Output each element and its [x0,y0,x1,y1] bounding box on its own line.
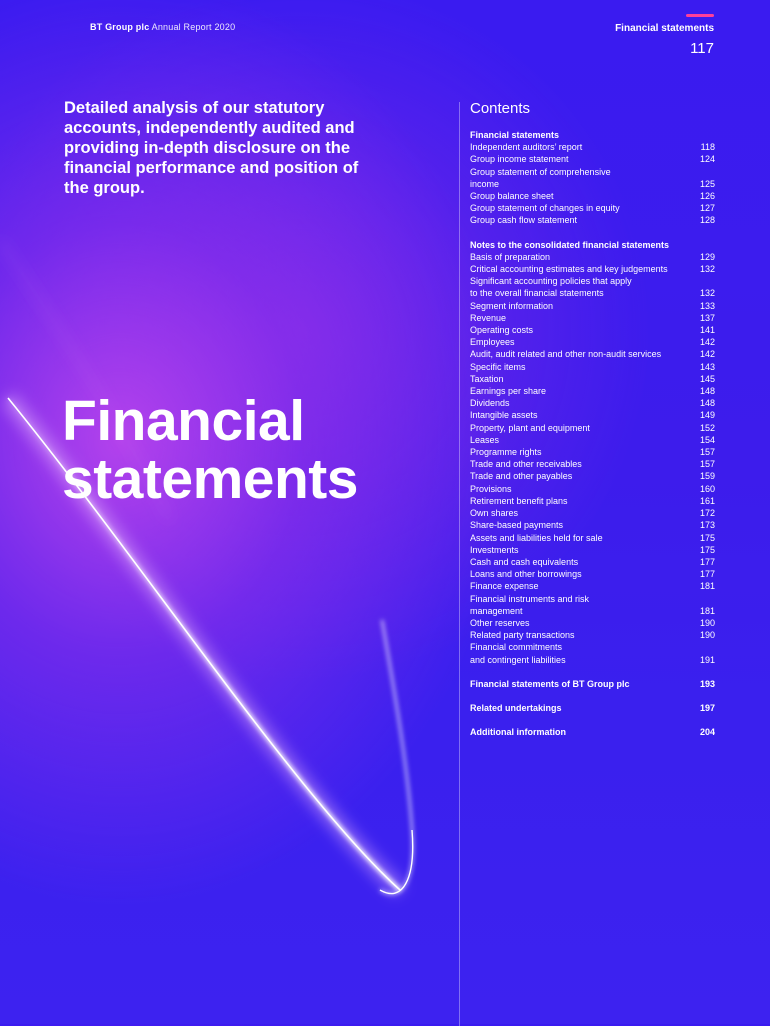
entry-page-number: 197 [699,702,715,713]
contents-entry[interactable] [470,641,715,653]
contents-entry[interactable] [470,568,715,580]
entry-label: Segment information [470,300,554,311]
section-header [615,14,714,57]
contents-entry[interactable] [470,275,715,287]
entry-page-number: 157 [699,447,715,458]
contents-list [470,100,715,738]
entry-page-number: 148 [699,398,715,409]
accent-bar [686,14,714,17]
entry-page-number: 204 [699,727,715,738]
contents-entry[interactable] [470,617,715,629]
entry-label: Operating costs [470,325,534,336]
contents-entry[interactable] [470,385,715,397]
entry-page-number [694,166,715,178]
entry-page-number: 157 [699,459,715,470]
entry-page-number: 141 [699,325,715,336]
entry-page-number: 118 [700,142,715,153]
entry-label: Financial statements of BT Group plc [470,678,630,689]
entry-page-number: 159 [699,471,715,482]
entry-page-number: 175 [699,532,715,543]
contents-entry[interactable] [470,519,715,531]
entry-label: Group statement of changes in equity [470,203,620,214]
entry-label: income [470,178,500,189]
entry-page-number: 160 [699,483,715,494]
contents-entry[interactable] [470,726,715,738]
intro-text: Detailed analysis of our statutory accounts, independently audited and providing in-depth disclosure on the financial performance and position of the group. [64,99,359,197]
entry-label: Related undertakings [470,702,562,713]
entry-page-number: 142 [699,349,715,360]
entry-label: Other reserves [470,617,530,628]
contents-entry[interactable] [470,214,715,226]
entry-page-number: 125 [699,178,715,189]
entry-page-number: 190 [699,617,715,628]
entry-label: Group balance sheet [470,191,554,202]
entry-label: Intangible assets [470,410,538,421]
entry-label: Basis of preparation [470,251,551,262]
contents-entry[interactable] [470,166,715,178]
contents-entry[interactable] [470,361,715,373]
entry-label: Financial commitments [470,642,563,653]
entry-label: Group cash flow statement [470,215,578,226]
entry-label: Trade and other payables [470,471,573,482]
page-number: 117 [690,40,714,57]
entry-label: Finance expense [470,581,539,592]
entry-page-number: 129 [699,251,715,262]
entry-page-number: 191 [699,654,715,665]
contents-entry[interactable] [470,409,715,421]
contents-entry[interactable] [470,422,715,434]
contents-entry[interactable] [470,702,715,714]
contents-heading: Contents [470,100,531,117]
contents-entry[interactable] [470,678,715,690]
entry-page-number: 181 [699,605,715,616]
financial-statements-heading[interactable]: Financial statements [470,130,560,140]
contents-entry[interactable] [470,202,715,214]
entry-label: Revenue [470,312,507,323]
entry-label: Group income statement [470,154,569,165]
entry-label: Loans and other borrowings [470,569,582,580]
contents-entry[interactable] [470,556,715,568]
contents-entry[interactable] [470,312,715,324]
entry-page-number [694,275,715,287]
entry-label: management [470,605,523,616]
entry-page-number: 143 [699,361,715,372]
entry-page-number: 132 [699,288,715,299]
contents-entry[interactable] [470,544,715,556]
entry-page-number: 137 [699,312,715,323]
contents-entry[interactable] [470,458,715,470]
entry-label: Independent auditors’ report [470,142,583,153]
contents-entry[interactable] [470,434,715,446]
entry-label: Financial instruments and risk [470,593,590,604]
entry-page-number: 154 [699,434,715,445]
entry-label: Investments [470,544,519,555]
entry-label: Leases [470,434,500,445]
entry-page-number: 145 [699,373,715,384]
column-divider [459,102,460,1026]
entry-label: Retirement benefit plans [470,495,568,506]
entry-label: Group statement of comprehensive [470,166,611,177]
entry-label: Critical accounting estimates and key judgements [470,264,668,275]
contents-entry[interactable] [470,190,715,202]
contents-entry[interactable] [470,300,715,312]
entry-page-number: 177 [699,569,715,580]
contents-entry[interactable] [470,593,715,605]
contents-entry[interactable] [470,397,715,409]
entry-page-number: 132 [699,264,715,275]
notes-heading[interactable]: Notes to the consolidated financial statements [470,239,670,250]
entry-page-number: 193 [699,678,715,689]
entry-label: Property, plant and equipment [470,422,590,433]
entry-page-number: 175 [699,544,715,555]
contents-entry[interactable] [470,507,715,519]
entry-page-number: 148 [699,386,715,397]
entry-label: Dividends [470,398,510,409]
entry-label: Employees [470,337,515,348]
entry-page-number: 181 [699,581,715,592]
entry-page-number [694,593,715,605]
entry-label: Cash and cash equivalents [470,556,579,567]
company-name: BT Group plc [90,22,150,32]
contents-entry[interactable] [470,263,715,275]
entry-page-number: 190 [699,630,715,641]
entry-page-number: 177 [699,556,715,567]
entry-page-number: 133 [699,300,715,311]
contents-entry[interactable] [470,483,715,495]
contents-entry[interactable] [470,470,715,482]
entry-page-number [694,641,715,653]
report-name: Annual Report 2020 [151,22,236,32]
entry-page-number: 173 [699,520,715,531]
contents-entry[interactable] [470,373,715,385]
entry-page-number: 124 [699,154,715,165]
entry-label: Audit, audit related and other non-audit services [470,349,662,360]
entry-label: Related party transactions [470,630,575,641]
contents-entry[interactable] [470,141,715,153]
entry-page-number: 127 [699,203,715,214]
contents-entry[interactable] [470,348,715,360]
contents-entry[interactable] [470,178,715,190]
other-sections [470,666,715,739]
entry-label: Specific items [470,361,526,372]
contents-entry[interactable] [470,580,715,592]
notes-items [470,251,715,666]
financial-statements-items [470,141,715,226]
entry-label: to the overall financial statements [470,288,604,299]
entry-label: Own shares [470,508,519,519]
entry-label: Trade and other receivables [470,459,582,470]
entry-page-number: 126 [699,191,715,202]
entry-label: Programme rights [470,447,542,458]
contents-entry[interactable] [470,251,715,263]
title-line-2: statements [62,447,358,511]
contents-entry[interactable] [470,532,715,544]
entry-page-number: 172 [699,508,715,519]
contents-entry[interactable] [470,446,715,458]
contents-entry[interactable] [470,287,715,299]
entry-page-number: 149 [699,410,715,421]
entry-label: and contingent liabilities [470,654,566,665]
entry-label: Significant accounting policies that apply [470,276,632,287]
page-title [62,389,358,511]
contents-entry[interactable] [470,605,715,617]
entry-page-number: 142 [699,337,715,348]
entry-page-number: 161 [699,495,715,506]
title-line-1: Financial [62,389,305,453]
contents-entry[interactable] [470,629,715,641]
entry-label: Share-based payments [470,520,564,531]
entry-page-number: 128 [699,215,715,226]
contents-entry[interactable] [470,495,715,507]
contents-entry[interactable] [470,153,715,165]
contents-entry[interactable] [470,336,715,348]
section-label: Financial statements [615,23,714,34]
contents-entry[interactable] [470,654,715,666]
entry-label: Earnings per share [470,386,547,397]
contents-entry[interactable] [470,324,715,336]
entry-label: Taxation [470,373,504,384]
entry-label: Assets and liabilities held for sale [470,532,603,543]
report-header [90,22,235,32]
entry-label: Provisions [470,483,512,494]
entry-page-number: 152 [699,422,715,433]
entry-label: Additional information [470,727,566,738]
